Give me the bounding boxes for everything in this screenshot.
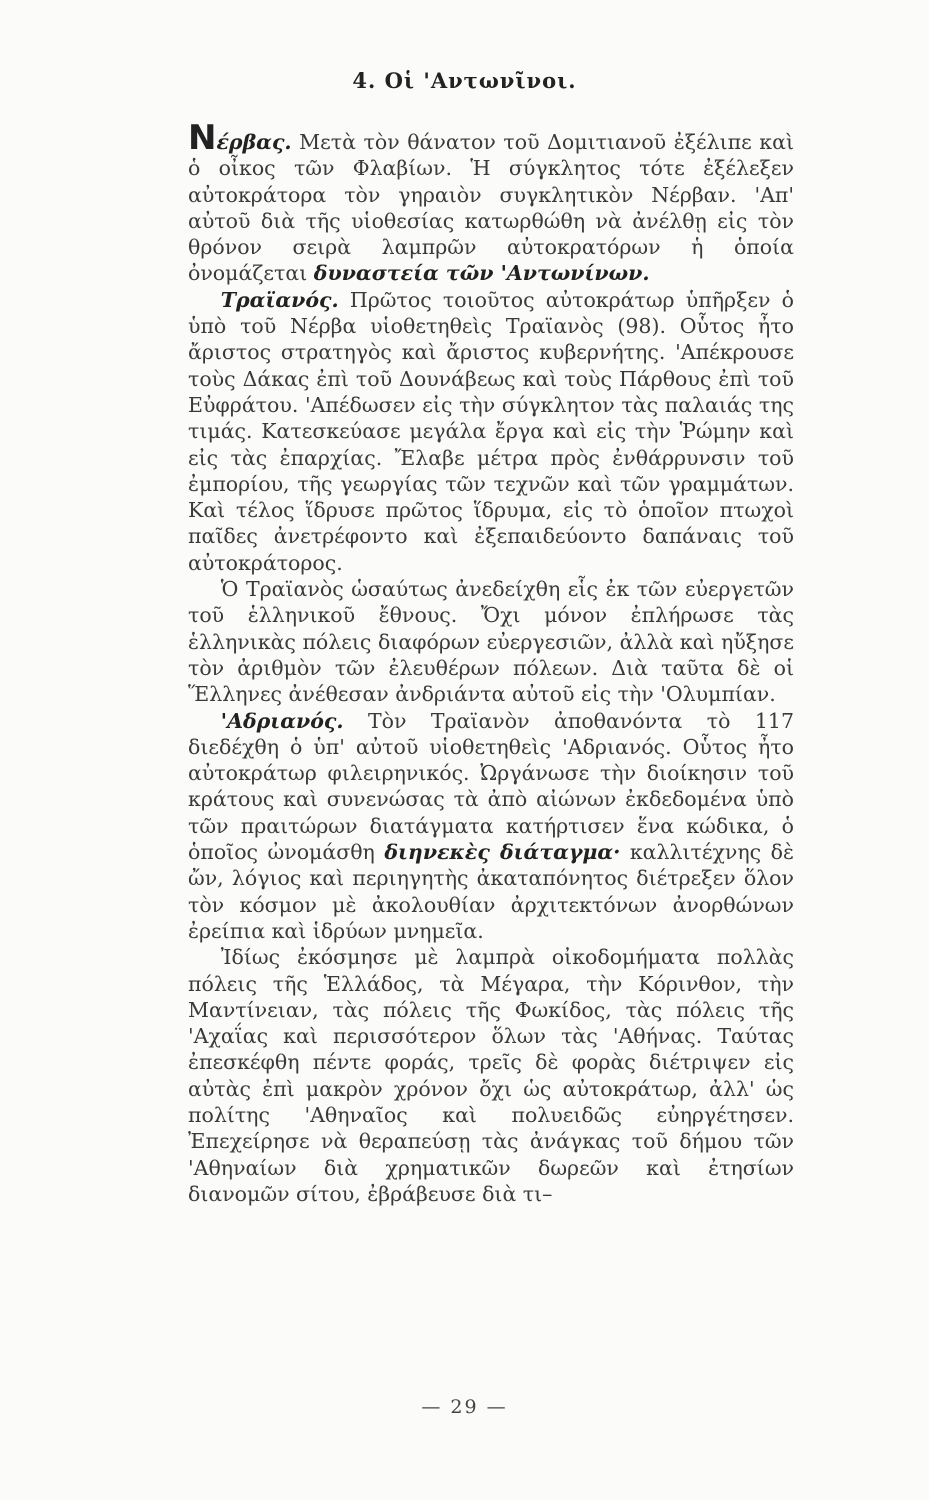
paragraph-trajan-greece (188, 576, 794, 707)
paragraph-text: καλλιτέχνης δὲ ὤν, λόγιος καὶ περιηγητὴς ἀκαταπόνητος διέτρεξεν ὅλον τὸν κόσμον μὲ ἀκολουθίαν ἀρχιτεκτόνων ἀνορθώνων ἐρείπια καὶ ἱδρύων μνημεῖα. (188, 840, 794, 943)
page-number: — 29 — (421, 1396, 508, 1418)
paragraph-hadrian-greece (188, 944, 794, 1207)
body-text (188, 118, 794, 1207)
paragraph-text: Μετὰ τὸν θάνατον τοῦ Δομιτιανοῦ ἐξέλιπε καὶ ὁ οἶκος τῶν Φλαβίων. Ἡ σύγκλητος τότε ἐξέλεξεν αὐτοκράτορα τὸν γηραιὸν συγκλητικὸν Νέρβαν. 'Απ' αὐτοῦ διὰ τῆς υἱοθεσίας κατωρθώθη νὰ ἀνέλθῃ εἰς τὸν θρόνον σειρὰ λαμπρῶν αὐτοκρατόρων ἡ ὁποία ὀνομάζεται (188, 130, 794, 286)
term-hadrian: 'Αδριανός. (220, 708, 344, 733)
paragraph-hadrian (188, 708, 794, 945)
paragraph-text: Πρῶτος τοιοῦτος αὐτοκράτωρ ὑπῆρξεν ὁ ὑπὸ τοῦ Νέρβα υἱοθετηθεὶς Τραϊανὸς (98). Οὗτος ἦτο ἄριστος στρατηγὸς καὶ ἄριστος κυβερνήτης. 'Απέκρουσε τοὺς Δάκας ἐπὶ τοῦ Δουνάβεως καὶ τοὺς Πάρθους ἐπὶ τοῦ Εὐφράτου. 'Απέδωσεν εἰς τὴν σύγκλητον τὰς παλαιάς της τιμάς. Κατεσκεύασε μεγάλα ἔργα καὶ εἰς τὴν Ῥώμην καὶ εἰς τὰς ἐπαρχίας. Ἔλαβε μέτρα πρὸς ἐνθάρρυνσιν τοῦ ἐμπορίου, τῆς γεωργίας τῶν τεχνῶν καὶ τῶν γραμμάτων. Καὶ τέλος ἵδρυσε πρῶτος ἵδρυμα, εἰς τὸ ὁποῖον πτωχοὶ παῖδες ἀνετρέφοντο καὶ ἐξεπαιδεύοντο δαπάναις τοῦ αὐτοκράτορος. (188, 287, 794, 575)
paragraph-nerva (188, 118, 794, 287)
paragraph-text: Ὁ Τραϊανὸς ὡσαύτως ἀνεδείχθη εἷς ἐκ τῶν εὐεργετῶν τοῦ ἑλληνικοῦ ἔθνους. Ὄχι μόνον ἐπλήρωσε τὰς ἑλληνικὰς πόλεις διαφόρων εὐεργεσιῶν, ἀλλὰ καὶ ηὔξησε τὸν ἀριθμὸν τῶν ἐλευθέρων πόλεων. Διὰ ταῦτα δὲ οἱ Ἕλληνες ἀνέθεσαν ἀνδριάντα αὐτοῦ εἰς τὴν 'Ολυμπίαν. (188, 577, 794, 707)
term-trajan: Τραϊανός. (220, 287, 339, 312)
emphasis-antonine-dynasty: δυναστεία τῶν 'Αντωνίνων. (313, 261, 650, 286)
chapter-heading: 4. Οἱ 'Αντωνῖνοι. (352, 68, 577, 93)
term-nerva: έρβας. (216, 130, 292, 154)
paragraph-text: Τὸν Τραϊανὸν ἀποθανόντα τὸ 117 διεδέχθη ὁ ὑπ' αὐτοῦ υἱοθετηθεὶς 'Αδριανός. Οὗτος ἦτο αὐτοκράτωρ φιλειρηνικός. Ὠργάνωσε τὴν διοίκησιν τοῦ κράτους καὶ συνενώσας τὰ ἀπὸ αἰώνων ἐκδεδομένα ὑπὸ τῶν πραιτώρων διατάγματα κατήρτισεν ἕνα κώδικα, ὁ ὁποῖος ὠνομάσθη (188, 708, 794, 865)
drop-cap: Ν (188, 118, 217, 158)
paragraph-text: Ἰδίως ἐκόσμησε μὲ λαμπρὰ οἰκοδομήματα πολλὰς πόλεις τῆς Ἑλλάδος, τὰ Μέγαρα, τὴν Κόρινθον, τὴν Μαντίνειαν, τὰς πόλεις τῆς Φωκίδος, τὰς πόλεις τῆς 'Αχαΐας καὶ περισσότερον ὅλων τὰς 'Αθήνας. Ταύτας ἐπεσκέφθη πέντε φοράς, τρεῖς δὲ φορὰς διέτριψεν εἰς αὐτὰς ἐπὶ μακρὸν χρόνον ὄχι ὡς αὐτοκράτωρ, ἀλλ' ὡς πολίτης 'Αθηναῖος καὶ πολυειδῶς εὐηργέτησεν. Ἐπεχείρησε νὰ θεραπεύσῃ τὰς ἀνάγκας τοῦ δήμου τῶν 'Αθηναίων διὰ χρηματικῶν δωρεῶν καὶ ἐτησίων διανομῶν σίτου, ἐβράβευσε διὰ τι– (188, 945, 794, 1206)
emphasis-perpetual-edict: διηνεκὲς διάταγμα· (384, 840, 621, 865)
paragraph-trajan (188, 287, 794, 576)
